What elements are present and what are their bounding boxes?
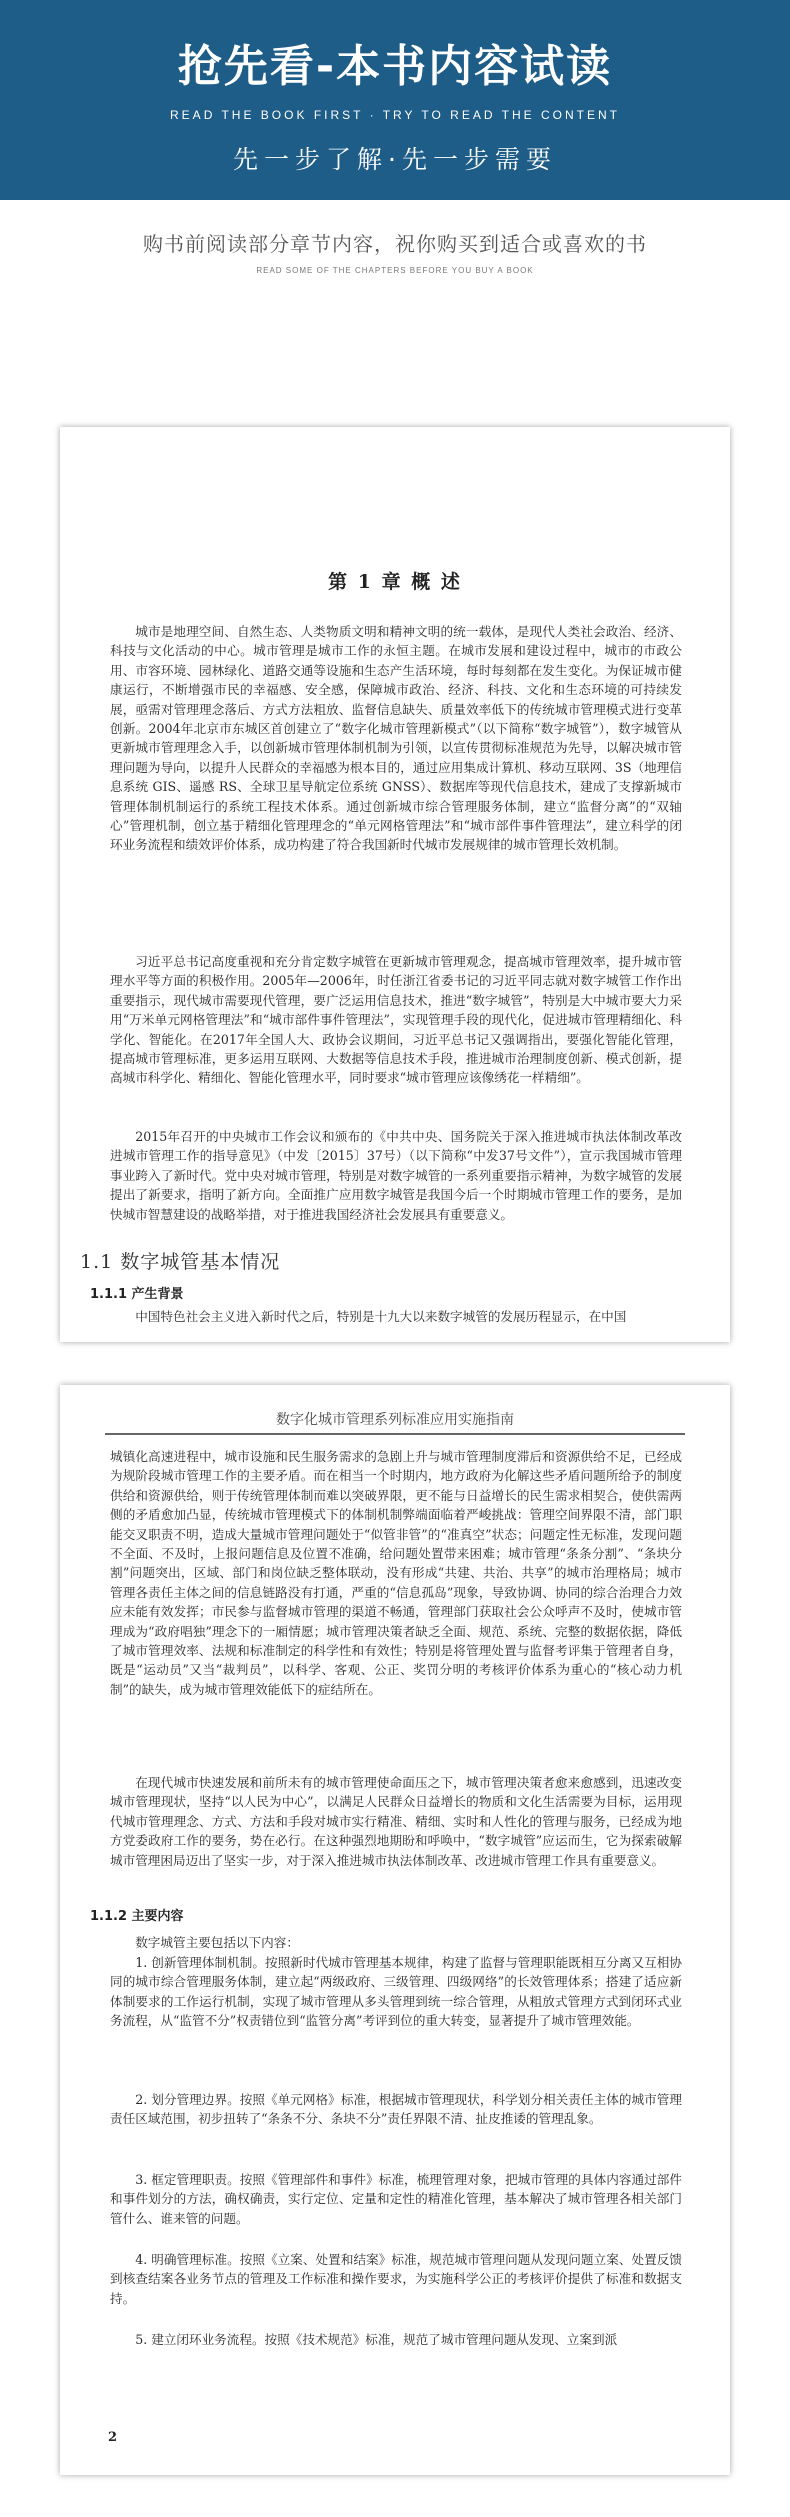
banner-title: 抢先看-本书内容试读 xyxy=(177,41,613,92)
paragraph: 2015年召开的中央城市工作会议和颁布的《中共中央、国务院关于深入推进城市执法体制改革改进城市管理工作的指导意见》（中发〔2015〕37号）（以下简称“中发37号文件”），宣示我国城市管理事业跨入了新时代。党中央对城市管理，特别是对数字城管的一系列重要指示精神，为数字城管的发展提出了新要求，指明了新方向。全面推广应用数字城管是我国今后一个时期城市管理工作的要务，是加快城市智慧建设的战略举措，对于推进我国经济社会发展具有重要意义。 xyxy=(110,1129,682,1222)
paragraph: 2. 划分管理边界。按照《单元网格》标准，根据城市管理现状，科学划分相关责任主体的城市管理责任区域范围，初步扭转了“条条不分、条块不分”责任界限不清、扯皮推诿的管理乱象。 xyxy=(110,2092,682,2127)
banner-slogan: 先一步了解·先一步需要 xyxy=(233,145,557,174)
paragraph: 4. 明确管理标准。按照《立案、处置和结案》标准，规范城市管理问题从发现问题立案、处置反馈到核查结案各业务节点的管理及工作标准和操作要求，为实施科学公正的考核评价提供了标准和数据支持。 xyxy=(110,2252,682,2306)
intro-text: 购书前阅读部分章节内容，祝你购买到适合或喜欢的书 xyxy=(143,232,647,256)
paragraph: 城市是地理空间、自然生态、人类物质文明和精神文明的统一载体，是现代人类社会政治、经济、科技与文化活动的中心。城市管理是城市工作的永恒主题。在城市发展和建设过程中，城市的市政公用、市容环境、园林绿化、道路交通等设施和生态产生活环境，每时每刻都在发生变化。为保证城市健康运行，不断增强市民的幸福感、安全感，保障城市政治、经济、科技、文化和生态环境的可持续发展，亟需对管理理念落后、方式方法粗放、监督信息缺失、质量效率低下的传统城市管理模式进行变革创新。2004年北京市东城区首创建立了“数字化城市管理新模式”（以下简称“数字城管”），数字城管从更新城市管理理念入手，以创新城市管理体制机制为引领，以宣传贯彻标准规范为先导，以解决城市管理问题为导向，以提升人民群众的幸福感为根本目的，通过应用集成计算机、移动互联网、3S（地理信息系统 GIS、遥感 RS、全球卫星导航定位系统 GNSS）、数据库等现代信息技术，建成了支撑新城市管理体制机制运行的系统工程技术体系。通过创新城市综合管理服务体制，建立“监督分离”的“双轴心”管理机制，创立基于精细化管理理念的“单元网格管理法”和“城市部件事件管理法”，建立科学的闭环业务流程和绩效评价体系，成功构建了符合我国新时代城市发展规律的城市管理长效机制。 xyxy=(110,624,682,853)
page-number: 2 xyxy=(108,2430,118,2445)
paragraph: 1. 创新管理体制机制。按照新时代城市管理基本规律，构建了监督与管理职能既相互分离又互相协同的城市综合管理服务体制，建立起“两级政府、三级管理、四级网络”的长效管理体系；搭建了适应新体制要求的工作运行机制，实现了城市管理从多头管理到统一综合管理，从粗放式管理方式到闭环式业务流程，从“监管不分”权责错位到“监管分离”考评到位的重大转变，显著提升了城市管理效能。 xyxy=(110,1955,682,2029)
paragraph: 城镇化高速进程中，城市设施和民生服务需求的急剧上升与城市管理制度滞后和资源供给不足，已经成为规阶段城市管理工作的主要矛盾。而在相当一个时期内，地方政府为化解这些矛盾问题所给予的制度供给和资源供给，则于传统管理体制而难以突破界限，更不能与日益增长的民生需求相契合，使供需两侧的矛盾愈加凸显，传统城市管理模式下的体制机制弊端面临着严峻挑战：管理空间界限不清，部门职能交叉职责不明，造成大量城市管理问题处于“似管非管”的“准真空”状态；问题定性无标准，发现问题不全面、不及时，上报问题信息及位置不准确，给问题处置带来困难；城市管理“条条分割”、“条块分割”问题突出，区域、部门和岗位缺乏整体联动，没有形成“共建、共治、共享”的城市治理格局；城市管理各责任主体之间的信息链路没有打通，严重的“信息孤岛”现象，导致协调、协同的综合治理合力效应未能有效发挥；市民参与监督城市管理的渠道不畅通，管理部门获取社会公众呼声不及时，使城市管理成为“政府唱独”理念下的一厢情愿；城市管理决策者缺乏全面、规范、系统、完整的数据依据，降低了城市管理效率、法规和标准制定的科学性和有效性；特别是将管理处置与监督考评集于管理者自身，既是“运动员”又当“裁判员”，以科学、客观、公正、奖罚分明的考核评价体系为重心的“核心动力机制”的缺失，成为城市管理效能低下的症结所在。 xyxy=(110,1449,682,1697)
paragraph: 3. 框定管理职责。按照《管理部件和事件》标准，梳理管理对象，把城市管理的具体内容通过部件和事件划分的方法，确权确责，实行定位、定量和定性的精准化管理，基本解决了城市管理各相关部门管什么、谁来管的问题。 xyxy=(110,2172,682,2226)
paragraph: 数字城管主要包括以下内容： xyxy=(135,1935,299,1950)
book-page-2 xyxy=(60,1385,730,2475)
paragraph: 中国特色社会主义进入新时代之后，特别是十九大以来数字城管的发展历程显示，在中国 xyxy=(135,1309,627,1324)
running-head: 数字化城市管理系列标准应用实施指南 xyxy=(276,1412,514,1428)
running-head-rule xyxy=(105,1433,685,1435)
banner-subtitle-en: READ THE BOOK FIRST · TRY TO READ THE CONTENT xyxy=(170,108,620,122)
paragraph: 在现代城市快速发展和前所未有的城市管理使命面压之下，城市管理决策者愈来愈感到，迅速改变城市管理现状，坚持“以人民为中心”，以满足人民群众日益增长的物质和文化生活需要为目标，运用现代城市管理理念、方式、方法和手段对城市实行精准、精细、实时和人性化的管理与服务，已经成为地方党委政府工作的要务，势在必行。在这种强烈地期盼和呼唤中，“数字城管”应运而生，它为探索破解城市管理困局迈出了坚实一步，对于深入推进城市执法体制改革、改进城市管理工作具有重要意义。 xyxy=(110,1775,682,1868)
header-banner xyxy=(0,0,790,200)
paragraph: 5. 建立闭环业务流程。按照《技术规范》标准，规范了城市管理问题从发现、立案到派 xyxy=(135,2332,618,2347)
intro-text-en: READ SOME OF THE CHAPTERS BEFORE YOU BUY A BOOK xyxy=(256,266,534,275)
chapter-title: 第 1 章 概 述 xyxy=(328,571,462,593)
paragraph: 习近平总书记高度重视和充分肯定数字城管在更新城市管理观念，提高城市管理效率，提升城市管理水平等方面的积极作用。2005年—2006年，时任浙江省委书记的习近平同志就对数字城管工作作出重要指示，现代城市需要现代管理，要广泛运用信息技术，推进“数字城管”，特别是大中城市要大力采用“万米单元网格管理法”和“城市部件事件管理法”，实现管理手段的现代化，促进城市管理精细化、科学化、智能化。在2017年全国人大、政协会议期间，习近平总书记又强调指出，要强化智能化管理，提高城市管理标准，更多运用互联网、大数据等信息技术手段，推进城市治理制度创新、模式创新，提高城市科学化、精细化、智能化管理水平，同时要求“城市管理应该像绣花一样精细”。 xyxy=(110,954,682,1086)
book-page-1 xyxy=(60,427,730,1342)
subsection-title: 1.1.2 主要内容 xyxy=(90,1909,184,1924)
section-title: 1.1 数字城管基本情况 xyxy=(80,1251,281,1273)
subsection-title: 1.1.1 产生背景 xyxy=(90,1287,184,1302)
